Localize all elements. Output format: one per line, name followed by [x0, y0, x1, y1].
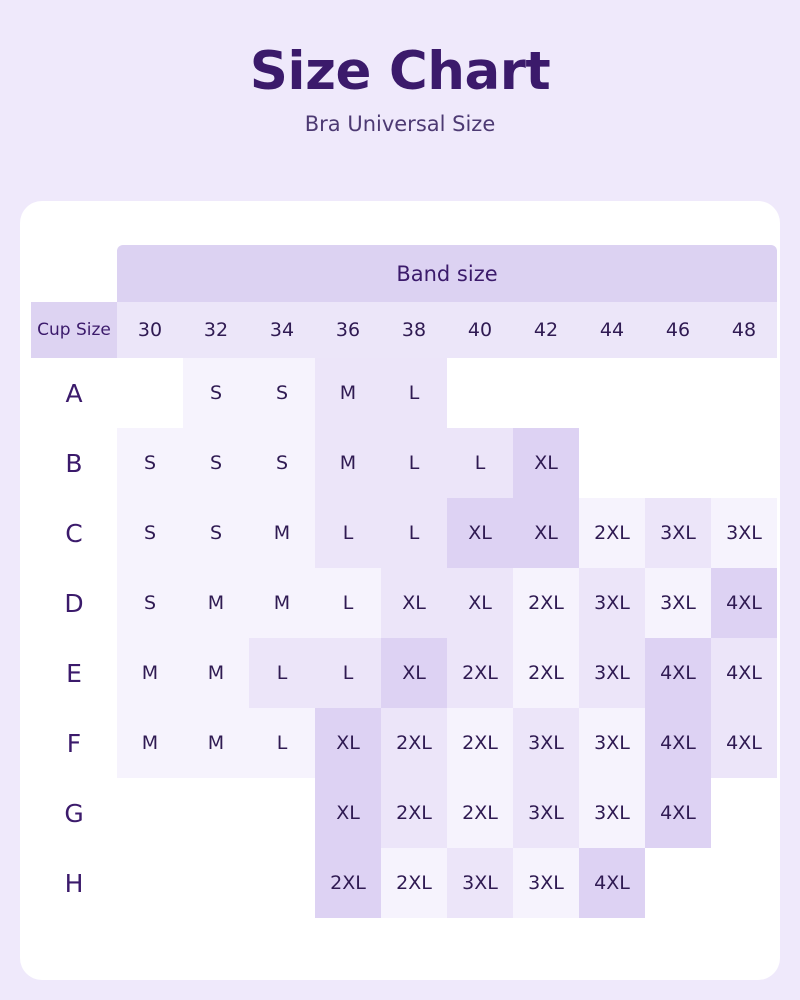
table-row — [31, 708, 777, 778]
size-cell: M — [249, 568, 315, 638]
size-cell: 4XL — [645, 778, 711, 848]
size-cell — [711, 428, 777, 498]
size-cell: 4XL — [711, 638, 777, 708]
size-cell: S — [249, 358, 315, 428]
size-cell — [711, 778, 777, 848]
size-chart-card — [20, 201, 780, 980]
size-cell: 3XL — [645, 498, 711, 568]
size-cell: XL — [381, 568, 447, 638]
cup-size-label: G — [31, 778, 117, 848]
size-cell: 3XL — [645, 568, 711, 638]
size-cell: M — [183, 638, 249, 708]
cup-size-label: F — [31, 708, 117, 778]
band-size-column-header: 34 — [249, 302, 315, 358]
cup-size-label: C — [31, 498, 117, 568]
table-row — [31, 498, 777, 568]
size-cell: 2XL — [513, 638, 579, 708]
size-cell: M — [183, 568, 249, 638]
size-cell: 4XL — [579, 848, 645, 918]
size-cell — [117, 848, 183, 918]
size-cell: XL — [447, 568, 513, 638]
size-cell: 3XL — [579, 638, 645, 708]
size-cell: XL — [381, 638, 447, 708]
band-size-column-header: 42 — [513, 302, 579, 358]
size-cell: L — [381, 428, 447, 498]
size-cell — [513, 358, 579, 428]
size-cell: L — [315, 568, 381, 638]
size-cell: 2XL — [579, 498, 645, 568]
page-title: Size Chart — [249, 41, 551, 102]
size-cell — [645, 848, 711, 918]
size-cell — [183, 848, 249, 918]
size-cell: 2XL — [513, 568, 579, 638]
size-cell: 4XL — [711, 568, 777, 638]
size-cell — [183, 778, 249, 848]
size-cell — [249, 848, 315, 918]
cup-size-label: A — [31, 358, 117, 428]
size-cell: XL — [447, 498, 513, 568]
cup-size-label: B — [31, 428, 117, 498]
size-cell: S — [183, 358, 249, 428]
size-cell: L — [315, 498, 381, 568]
size-cell — [579, 428, 645, 498]
table-row — [31, 638, 777, 708]
band-size-column-header: 36 — [315, 302, 381, 358]
table-row — [31, 358, 777, 428]
size-cell: 3XL — [579, 568, 645, 638]
size-cell: 3XL — [513, 778, 579, 848]
size-cell: XL — [315, 708, 381, 778]
table-row — [31, 848, 777, 918]
size-chart-table-wrapper — [31, 245, 777, 918]
column-header-row — [31, 302, 777, 358]
size-cell: 3XL — [447, 848, 513, 918]
size-cell: S — [249, 428, 315, 498]
size-cell — [645, 428, 711, 498]
size-cell: 2XL — [447, 638, 513, 708]
size-cell: L — [447, 428, 513, 498]
size-cell: 2XL — [447, 708, 513, 778]
size-cell: 4XL — [645, 708, 711, 778]
size-cell: S — [183, 428, 249, 498]
size-cell — [447, 358, 513, 428]
table-row — [31, 428, 777, 498]
size-cell: L — [249, 638, 315, 708]
size-cell — [579, 358, 645, 428]
size-cell — [117, 358, 183, 428]
size-cell: XL — [513, 428, 579, 498]
size-cell — [117, 778, 183, 848]
cup-size-label: H — [31, 848, 117, 918]
size-cell: S — [183, 498, 249, 568]
cup-size-header: Cup Size — [31, 302, 117, 358]
size-cell: 4XL — [645, 638, 711, 708]
size-cell: 3XL — [579, 708, 645, 778]
size-cell: M — [117, 708, 183, 778]
size-chart-table — [31, 245, 777, 918]
size-cell: M — [315, 358, 381, 428]
band-size-column-header: 40 — [447, 302, 513, 358]
size-cell: 2XL — [447, 778, 513, 848]
table-row — [31, 778, 777, 848]
table-body — [31, 358, 777, 918]
size-cell: L — [249, 708, 315, 778]
size-cell: 3XL — [579, 778, 645, 848]
size-cell — [645, 358, 711, 428]
size-cell: L — [315, 638, 381, 708]
size-cell: S — [117, 498, 183, 568]
size-cell: M — [117, 638, 183, 708]
band-size-column-header: 44 — [579, 302, 645, 358]
size-cell: 4XL — [711, 708, 777, 778]
band-size-column-header: 32 — [183, 302, 249, 358]
size-cell: M — [249, 498, 315, 568]
size-cell: 3XL — [711, 498, 777, 568]
size-cell: XL — [513, 498, 579, 568]
table-head — [31, 245, 777, 358]
page-header — [0, 0, 800, 136]
size-cell: XL — [315, 778, 381, 848]
size-cell — [711, 358, 777, 428]
size-cell: L — [381, 358, 447, 428]
band-size-header-row — [31, 245, 777, 302]
band-size-column-header: 46 — [645, 302, 711, 358]
size-cell — [711, 848, 777, 918]
band-size-column-header: 38 — [381, 302, 447, 358]
table-row — [31, 568, 777, 638]
size-cell: S — [117, 428, 183, 498]
size-cell: 2XL — [315, 848, 381, 918]
band-size-header: Band size — [117, 245, 777, 302]
size-cell: M — [183, 708, 249, 778]
size-cell — [249, 778, 315, 848]
size-cell: 2XL — [381, 848, 447, 918]
cup-size-label: D — [31, 568, 117, 638]
corner-spacer — [31, 245, 117, 302]
size-cell: S — [117, 568, 183, 638]
band-size-column-header: 30 — [117, 302, 183, 358]
size-cell: 3XL — [513, 708, 579, 778]
size-cell: 2XL — [381, 708, 447, 778]
page-subtitle: Bra Universal Size — [304, 111, 496, 136]
band-size-column-header: 48 — [711, 302, 777, 358]
size-cell: L — [381, 498, 447, 568]
size-cell: M — [315, 428, 381, 498]
size-cell: 2XL — [381, 778, 447, 848]
size-cell: 3XL — [513, 848, 579, 918]
cup-size-label: E — [31, 638, 117, 708]
